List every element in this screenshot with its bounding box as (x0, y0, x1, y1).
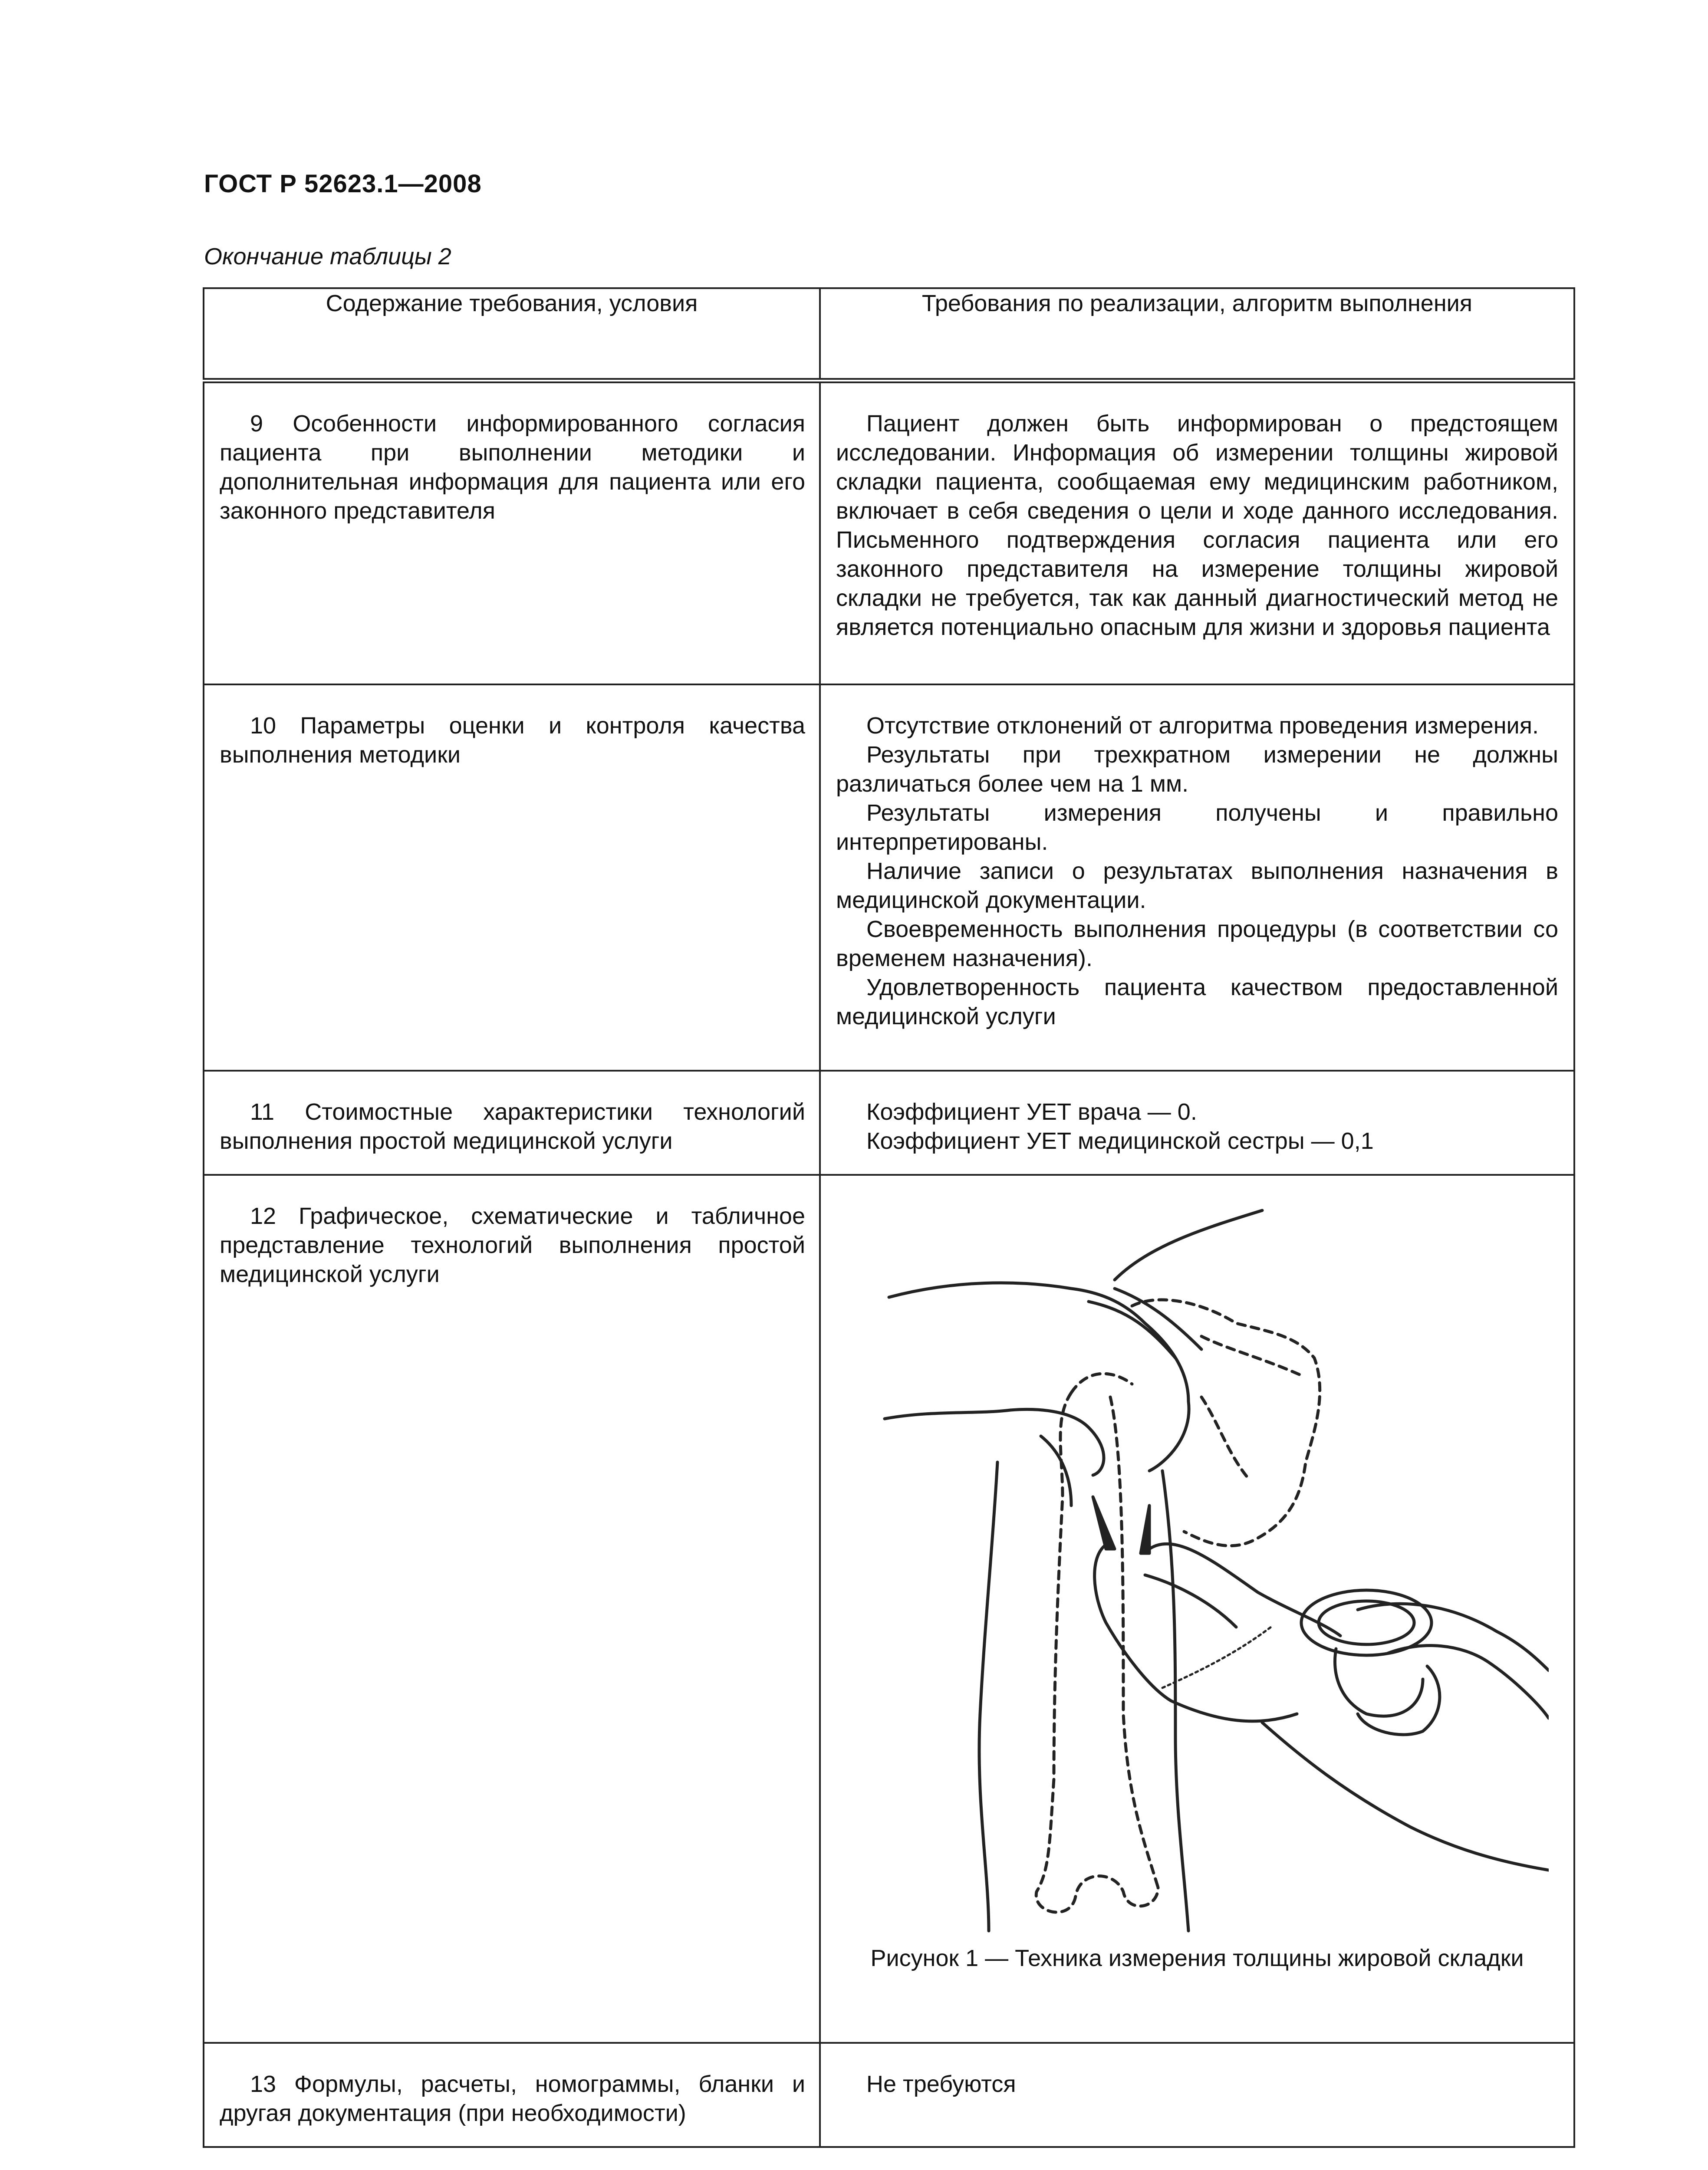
row-10-paragraph-5: Своевременность выполнения процедуры (в соответствии со временем назначения). (836, 916, 1558, 971)
row-12-requirement: 12 Графическое, схематические и табличное представление технологий выполнения простой медицинской услуги (204, 1175, 820, 2043)
row-11-paragraph-1: Коэффициент УЕТ врача — 0. (866, 1099, 1197, 1125)
table-row (204, 684, 1574, 1071)
requirements-table (203, 287, 1575, 2148)
row-12-figure-cell (820, 1175, 1574, 2043)
row-11-requirement: 11 Стоимостные характеристики технологий выполнения простой медицинской услуги (204, 1071, 820, 1175)
table-row (204, 1175, 1574, 2043)
hand-pinching (889, 1283, 1189, 1471)
row-13-paragraph: Не требуются (866, 2071, 1016, 2097)
row-9-requirement: 9 Особенности информированного согласия пациента при выполнении методики и дополнительная информация для пациента или его законного представителя (204, 381, 820, 684)
table-row (204, 2043, 1574, 2147)
row-11-paragraph-2: Коэффициент УЕТ медицинской сестры — 0,1 (866, 1128, 1374, 1154)
shoulder-line (1115, 1210, 1262, 1280)
row-10-paragraph-3: Результаты измерения получены и правильно интерпретированы. (836, 800, 1558, 855)
row-10-paragraph-6: Удовлетворенность пациента качеством предоставленной медицинской услуги (836, 974, 1558, 1029)
row-9-implementation (820, 381, 1574, 684)
row-10-paragraph-4: Наличие записи о результатах выполнения назначения в медицинской документации. (836, 858, 1558, 913)
row-9-paragraph: Пациент должен быть информирован о предстоящем исследовании. Информация об измерении толщины жировой складки пациента, сообщаемая ему медицинским работником, включает в себя сведения о цели и ходе данного исследования. Письменного подтверждения согласия пациента или его законного представителя на измерение толщины жировой складки не требуется, так как данный диагностический метод не является потенциально опасным для жизни и здоровья пациента (836, 411, 1558, 640)
caliper-lower-arm (1095, 1545, 1297, 1721)
figure-caption: Рисунок 1 — Техника измерения толщины жировой складки (870, 1945, 1524, 1971)
caliper-upper-arm (1149, 1544, 1340, 1636)
row-10-requirement: 10 Параметры оценки и контроля качества выполнения методики (204, 684, 820, 1071)
row-13-implementation (820, 2043, 1574, 2147)
caliper-spring (1162, 1627, 1271, 1688)
skinfold-caliper-illustration (846, 1193, 1549, 1940)
standard-code-header: ГОСТ Р 52623.1—2008 (204, 170, 482, 198)
column-header-requirement: Содержание требования, условия (204, 288, 820, 381)
arm-outline-left (979, 1462, 997, 1931)
row-11-implementation (820, 1071, 1574, 1175)
skinfold-right-tip (1141, 1506, 1149, 1553)
column-header-implementation: Требования по реализации, алгоритм выполнения (820, 288, 1574, 381)
table-header-row (204, 288, 1574, 381)
row-10-paragraph-1: Отсутствие отклонений от алгоритма проведения измерения. (866, 713, 1539, 739)
arm-outline-right (1162, 1471, 1188, 1931)
finger-outline (885, 1409, 1104, 1475)
hand-holding (1262, 1723, 1549, 1870)
table-row (204, 381, 1574, 684)
table-row (204, 1071, 1574, 1175)
row-10-implementation (820, 684, 1574, 1071)
skinfold-left-tip (1093, 1497, 1115, 1549)
row-10-paragraph-2: Результаты при трехкратном измерении не должны различаться более чем на 1 мм. (836, 742, 1558, 797)
row-13-requirement: 13 Формулы, расчеты, номограммы, бланки и другая документация (при необходимости) (204, 2043, 820, 2147)
table-caption: Окончание таблицы 2 (204, 243, 451, 270)
